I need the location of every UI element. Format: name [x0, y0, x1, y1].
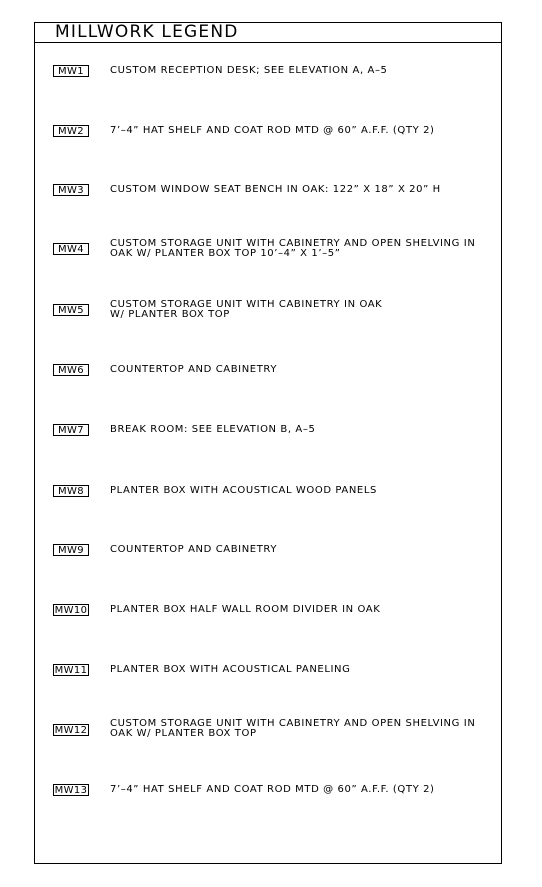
legend-tag: MW13 — [54, 785, 88, 796]
legend-tag: MW7 — [53, 424, 89, 436]
legend-tag: MW11 — [54, 665, 88, 676]
legend-description: PLANTER BOX WITH ACOUSTICAL WOOD PANELS — [110, 485, 377, 496]
legend-title-bar — [35, 23, 501, 43]
legend-description: CUSTOM STORAGE UNIT WITH CABINETRY AND OPEN SHELVING IN OAK W/ PLANTER BOX TOP 10’–4” X 1’–5” — [110, 238, 476, 259]
legend-description: 7’–4” HAT SHELF AND COAT ROD MTD @ 60” A.F.F. (QTY 2) — [110, 125, 435, 136]
legend-description: CUSTOM RECEPTION DESK; SEE ELEVATION A, A–5 — [110, 65, 388, 76]
legend-description: COUNTERTOP AND CABINETRY — [110, 364, 278, 375]
legend-description: COUNTERTOP AND CABINETRY — [110, 544, 278, 555]
legend-description: PLANTER BOX WITH ACOUSTICAL PANELING — [110, 664, 351, 675]
millwork-legend-sheet — [34, 22, 502, 864]
legend-description: PLANTER BOX HALF WALL ROOM DIVIDER IN OAK — [110, 604, 381, 615]
legend-tag: MW12 — [54, 725, 88, 736]
legend-description: CUSTOM STORAGE UNIT WITH CABINETRY IN OAK W/ PLANTER BOX TOP — [110, 299, 383, 320]
legend-tag: MW8 — [53, 485, 89, 497]
legend-tag: MW6 — [53, 364, 89, 376]
legend-tag: MW1 — [53, 65, 89, 77]
legend-description: 7’–4” HAT SHELF AND COAT ROD MTD @ 60” A.F.F. (QTY 2) — [110, 784, 435, 795]
legend-title: MILLWORK LEGEND — [55, 22, 239, 42]
legend-tag: MW2 — [53, 125, 89, 137]
legend-tag: MW10 — [54, 605, 88, 616]
legend-tag: MW4 — [53, 243, 89, 255]
legend-description: CUSTOM STORAGE UNIT WITH CABINETRY AND OPEN SHELVING IN OAK W/ PLANTER BOX TOP — [110, 718, 476, 739]
legend-tag: MW3 — [53, 184, 89, 196]
legend-description: BREAK ROOM: SEE ELEVATION B, A–5 — [110, 424, 316, 435]
legend-description: CUSTOM WINDOW SEAT BENCH IN OAK: 122” X 18” X 20” H — [110, 184, 441, 195]
legend-tag: MW9 — [53, 544, 89, 556]
legend-tag: MW5 — [53, 304, 89, 316]
